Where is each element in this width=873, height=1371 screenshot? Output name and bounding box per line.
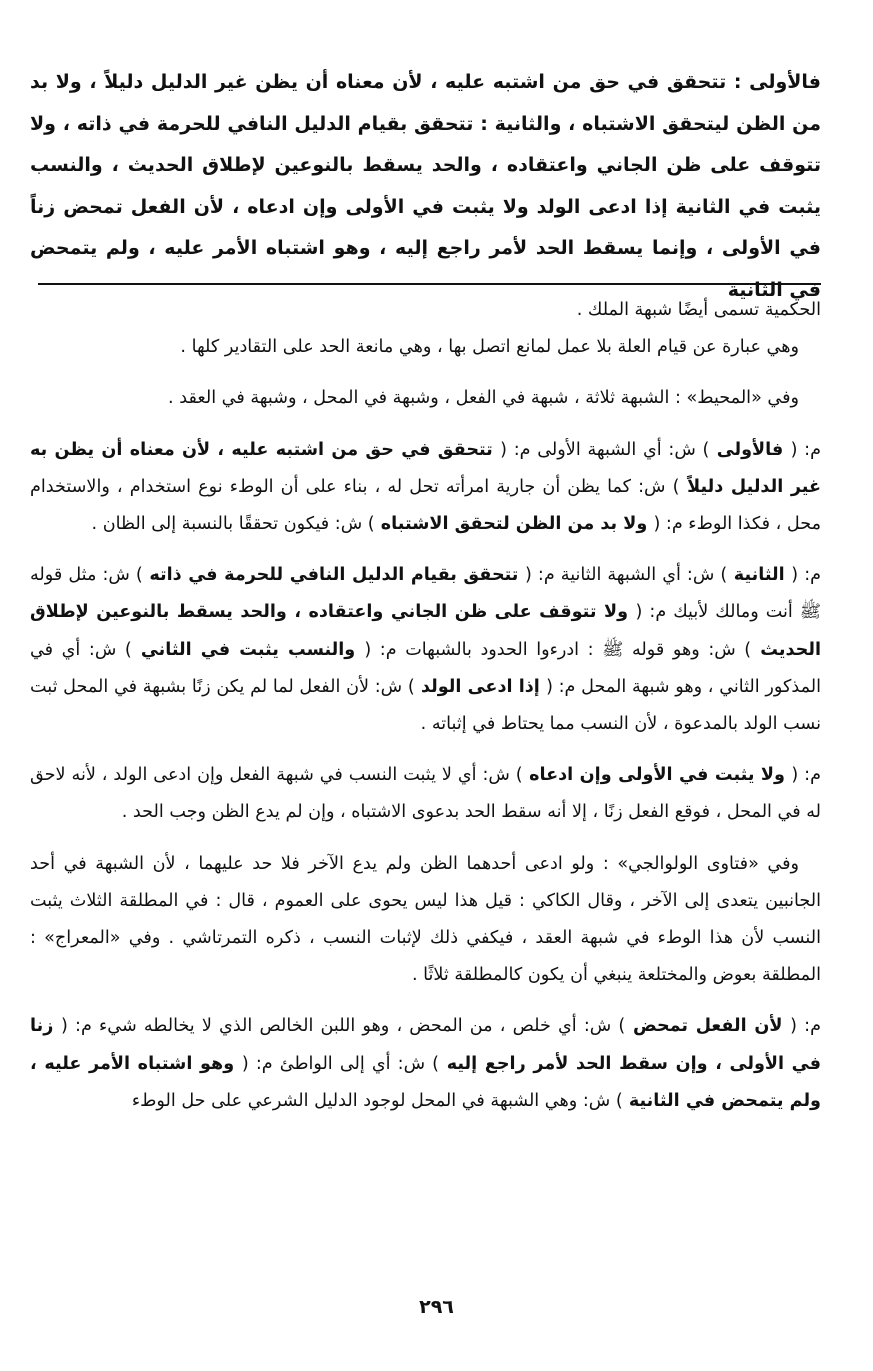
quoted-matn: تتحقق في حق من اشتبه عليه ، لأن معناه أن يظن به غير الدليل دليلاً [30,439,821,497]
matn-marker: م: ( [790,1016,821,1037]
matn-marker: م: ( [790,439,821,460]
quoted-matn: ولا بد من الظن لتحقق الاشتباه [374,514,654,535]
commentary-block [30,292,821,1134]
quoted-matn: تتحقق بقيام الدليل النافي للحرمة في ذاته [142,565,525,586]
sharh-text: ) ش: أي خلص ، من المحض ، وهو اللبن الخالص الذي لا يخالطه شيء م: ( [61,1016,626,1037]
commentary-paragraph-1: الحكمية تسمى أيضًا شبهة الملك . [576,300,821,320]
quoted-matn: وهو اشتباه الأمر عليه ، ولم يتمحض في الثانية [30,1053,821,1111]
main-text-block [30,62,821,311]
commentary-paragraph-5 [30,557,821,743]
quoted-matn: لأن الفعل تمحض [625,1016,791,1037]
quoted-matn: والنسب يثبت في الثاني [131,639,365,660]
quoted-matn: الثانية [727,565,792,586]
sharh-text: ) ش: مثل قوله ﷺ أنت ومالك لأبيك م: ( [30,565,822,623]
commentary-paragraph-6 [30,757,821,831]
commentary-paragraph-4 [30,432,821,544]
sharh-text: ) ش: أي الشبهة الثانية م: ( [525,565,728,586]
main-text-paragraph: فالأولى : تتحقق في حق من اشتبه عليه ، لأن معناه أن يظن غير الدليل دليلاً ، ولا بد من الظن ليتحقق الاشتباه ، والثانية : تتحقق بقيام الدليل النافي للحرمة في ذاته ، ولا تتوقف على ظن الجاني واعتقاده ، والحد يسقط بالنوعين لإطلاق الحديث ، والنسب يثبت في الثانية إذا ادعى الولد ولا يثبت في الأولى وإن ادعاه ، لأن الفعل تمحض زناً في الأولى ، وإنما يسقط الحد لأمر راجع إليه ، وهو اشتباه الأمر عليه ، ولم يتمحض في الثانية [30,71,821,301]
separator-line [38,283,821,285]
quoted-matn: زنا في الأولى ، وإن سقط الحد لأمر راجع إليه [30,1016,822,1074]
quoted-matn: فالأولى [709,439,791,460]
sharh-text: ) ش: كما يظن أن جارية امرأته تحل له ، بناء على أن الوطء نوع استخدام ، والاستخدام محل ، فكذا الوطء م: ( [30,476,821,535]
quoted-matn: إذا ادعى الولد [414,676,547,697]
sharh-text: ) ش: وهي الشبهة في المحل لوجود الدليل الشرعي على حل الوطء [131,1090,623,1111]
sharh-text: ) ش: أي الشبهة الأولى م: ( [500,439,710,460]
sharh-text: ) ش: أي في المذكور الثاني ، وهو شبهة المحل م: ( [30,639,821,697]
matn-marker: م: ( [791,765,822,786]
commentary-paragraph-3: وفي «المحيط» : الشبهة ثلاثة ، شبهة في الفعل ، وشبهة في المحل ، وشبهة في العقد . [168,388,799,409]
sharh-text: ) ش: لأن الفعل لما لم يكن زنًا بشبهة في المحل ثبت نسب الولد بالمدعوة ، لأن النسب مما يحتاط في إثباته . [30,676,821,735]
commentary-paragraph-2: وهي عبارة عن قيام العلة بلا عمل لمانع اتصل بها ، وهي مانعة الحد على التقادير كلها . [180,337,799,358]
sharh-text: ) ش: وهو قوله ﷺ : ادرءوا الحدود بالشبهات م: ( [364,639,752,660]
sharh-text: ) ش: فيكون تحققًا بالنسبة إلى الظان . [91,514,375,535]
commentary-paragraph-7: وفي «فتاوى الولوالجي» : ولو ادعى أحدهما الظن ولم يدع الآخر فلا حد عليهما ، لأن الشبهة في أحد الجانبين يتعدى إلى الآخر ، وقال الكاكي : قيل هذا ليس يحوى على العموم ، قال : في المطلقة الثلاث يثبت النسب لأن هذا الوطء في شبهة العقد ، فيكفي ذلك لإثبات النسب ، ذكره التمرتاشي . وفي «المعراج» : المطلقة بعوض والمختلعة ينبغي أن يكون كالمطلقة ثلاثًا . [30,853,821,986]
sharh-text: ) ش: أي إلى الواطئ م: ( [241,1053,440,1074]
page-number: ٢٩٦ [419,1296,454,1318]
quoted-matn: ولا يثبت في الأولى وإن ادعاه [522,765,792,786]
matn-marker: م: ( [791,565,822,586]
quoted-matn: ولا تتوقف على ظن الجاني واعتقاده ، والحد يسقط بالنوعين لإطلاق الحديث [30,602,821,660]
sharh-text: ) ش: أي لا يثبت النسب في شبهة الفعل وإن ادعى الولد ، لأنه لاحق له في المحل ، فوقع الفعل زنًا ، إلا أنه سقط الحد بدعوى الاشتباه ، وإن لم يدع الظن وجب الحد . [30,765,821,823]
commentary-paragraph-8 [30,1008,821,1120]
